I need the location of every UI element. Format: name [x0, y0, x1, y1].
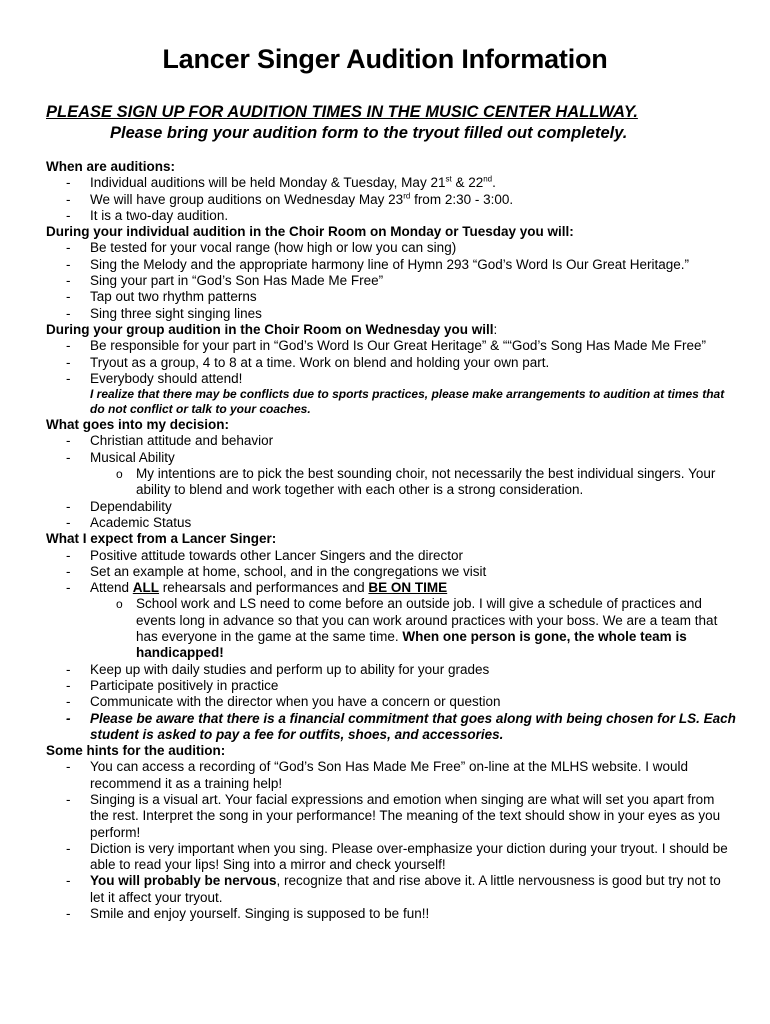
section-heading-decision: What goes into my decision:	[46, 417, 230, 433]
list-item: - Tap out two rhythm patterns	[46, 289, 736, 305]
list-item: - Musical Ability	[46, 450, 736, 466]
section-heading-hints: Some hints for the audition:	[46, 743, 226, 759]
list-item: - Be responsible for your part in “God’s Word Is Our Great Heritage” & ““God’s Song Has Made Me Free”	[46, 338, 736, 354]
list-item: - Singing is a visual art. Your facial expressions and emotion when singing are what will set you apart from the rest. Interpret the song in your performance! The meaning of the text should show in your eyes as you perform!	[46, 792, 736, 841]
bring-form-notice: Please bring your audition form to the tryout filled out completely.	[110, 124, 628, 142]
section-heading-when: When are auditions:	[46, 159, 176, 174]
list-item: - Individual auditions will be held Monday & Tuesday, May 21st & 22nd.	[46, 175, 736, 191]
list-item: - Communicate with the director when you have a concern or question	[46, 694, 736, 710]
section-heading-group: During your group audition in the Choir Room on Wednesday you will:	[46, 321, 498, 337]
list-item: - It is a two-day audition.	[46, 208, 736, 224]
sub-list-item: o My intentions are to pick the best sounding choir, not necessarily the best individual singers. Your ability to blend and work together with each other is a strong consideration.	[46, 466, 736, 499]
sports-conflict-note: I realize that there may be conflicts due to sports practices, please make arrangements to audition at times that do not conflict or talk to your coaches.	[90, 387, 725, 417]
list-item: - Sing three sight singing lines	[46, 306, 736, 322]
list-item: - Keep up with daily studies and perform up to ability for your grades	[46, 662, 736, 678]
list-item: - Sing your part in “God’s Son Has Made Me Free”	[46, 273, 736, 289]
document-body	[46, 159, 736, 922]
list-item: - Diction is very important when you sing. Please over-emphasize your diction during your tryout. I should be able to read your lips! Sing into a mirror and check yourself!	[46, 841, 736, 874]
list-item: - Christian attitude and behavior	[46, 433, 736, 449]
financial-commitment-item: - Please be aware that there is a financial commitment that goes along with being chosen for LS. Each student is asked to pay a fee for outfits, shoes, and accessories.	[46, 711, 736, 744]
list-item: - Tryout as a group, 4 to 8 at a time. Work on blend and holding your own part.	[46, 355, 736, 371]
sub-list-item: o School work and LS need to come before an outside job. I will give a schedule of practices and events long in advance so that you can work around practices with your boss. We are a team that has everyone in the game at the same time. When one person is gone, the whole team is handicapped!	[46, 596, 736, 661]
section-heading-individual: During your individual audition in the Choir Room on Monday or Tuesday you will:	[46, 224, 574, 240]
list-item: - Sing the Melody and the appropriate harmony line of Hymn 293 “God’s Word Is Our Great Heritage.”	[46, 257, 736, 273]
list-item: - You will probably be nervous, recognize that and rise above it. A little nervousness is good but try not to let it affect your tryout.	[46, 873, 736, 906]
list-item: - Dependability	[46, 499, 736, 515]
list-item: - We will have group auditions on Wednesday May 23rd from 2:30 - 3:00.	[46, 192, 736, 208]
section-heading-expect: What I expect from a Lancer Singer:	[46, 531, 277, 547]
list-item: - Attend ALL rehearsals and performances and BE ON TIME	[46, 580, 736, 596]
list-item: - Set an example at home, school, and in the congregations we visit	[46, 564, 736, 580]
list-item: - Positive attitude towards other Lancer Singers and the director	[46, 548, 736, 564]
list-item: - Participate positively in practice	[46, 678, 736, 694]
list-item: - Everybody should attend!	[46, 371, 736, 387]
signup-notice: PLEASE SIGN UP FOR AUDITION TIMES IN THE MUSIC CENTER HALLWAY.	[46, 103, 638, 121]
list-item: - Academic Status	[46, 515, 736, 531]
list-item: - Smile and enjoy yourself. Singing is supposed to be fun!!	[46, 906, 736, 922]
page-title: Lancer Singer Audition Information	[162, 44, 608, 74]
list-item: - Be tested for your vocal range (how high or low you can sing)	[46, 240, 736, 256]
list-item: - You can access a recording of “God’s Son Has Made Me Free” on-line at the MLHS website. I would recommend it as a training help!	[46, 759, 736, 792]
